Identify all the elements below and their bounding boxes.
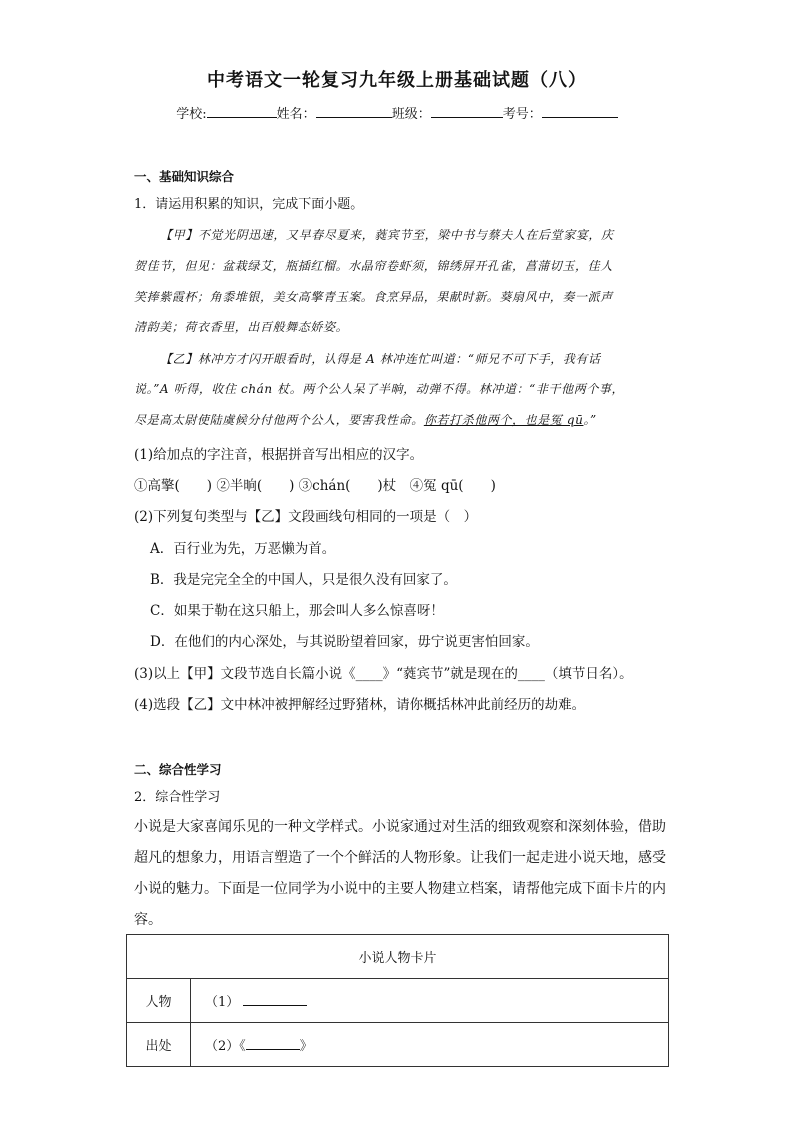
student-info-line [0,103,794,122]
character-card-table [126,934,669,1067]
yi-line-1: 【乙】林冲方才闪开眼看时，认得是 A 林冲连忙叫道：“师兄不可下手，我有话 [160,352,601,366]
question-1: 1．请运用积累的知识，完成下面小题。 [134,197,364,212]
jia-line-2: 贺佳节，但见：盆栽绿艾，瓶插红榴。水晶帘卷虾须，锦绣屏开孔雀，菖蒲切玉，佳人 [134,259,613,273]
name-label: 姓名： [276,107,316,122]
sub-question-1-items: ①高擎( ) ②半晌( ) ③chán( )杖 ④冤 qū( ) [134,478,496,494]
yi-line-2: 说。”A 听得，收住 chán 杖。两个公人呆了半晌，动弹不得。林冲道：“非干他两个事， [134,382,625,396]
jia-line-1: 【甲】不觉光阴迅速，又早春尽夏来，蕤宾节至，梁中书与蔡夫人在后堂家宴，庆 [160,228,614,242]
option-a[interactable]: A．百行业为先，万恶懒为首。 [150,541,336,557]
section2-paragraph-line-4: 容。 [134,912,162,928]
sub-question-1: (1)给加点的字注音，根据拼音写出相应的汉字。 [134,447,424,463]
id-label: 考号： [502,107,542,122]
id-blank[interactable] [542,105,618,118]
jia-line-4: 清韵美；荷衣香里，出百般舞态娇姿。 [134,320,349,334]
sub-question-4: (4)选段【乙】文中林冲被押解经过野猪林，请你概括林冲此前经历的劫难。 [134,697,586,713]
jia-line-3: 笑捧紫霞杯；角黍堆银，美女高擎青玉案。食烹异品，果献时新。葵扇风中，奏一派声 [134,290,613,304]
section2-heading: 二、综合性学习 [134,762,222,777]
card-item-2-suffix: 》 [299,1039,313,1054]
card-title: 小说人物卡片 [127,935,669,979]
school-blank[interactable] [207,105,277,118]
page-title: 中考语文一轮复习九年级上册基础试题（八） [207,70,587,91]
card-item-1-number: （1） [205,995,240,1010]
name-blank[interactable] [316,105,392,118]
card-value-character [191,979,669,1023]
section2-paragraph-line-1: 小说是大家喜闻乐见的一种文学样式。小说家通过对生活的细致观察和深刻体验，借助 [134,819,666,835]
card-label-source: 出处 [127,1023,191,1067]
card-item-1-blank[interactable] [243,994,307,1006]
sub-question-2: (2)下列复句类型与【乙】文段画线句相同的一项是（ ） [134,509,478,525]
school-label: 学校: [176,107,207,122]
section2-paragraph-line-2: 超凡的想象力，用语言塑造了一个个鲜活的人物形象。让我们一起走进小说天地，感受 [134,850,666,866]
sub-question-3: (3)以上【甲】文段节选自长篇小说《____》“蕤宾节”就是现在的____（填节日名）。 [134,666,633,682]
class-label: 班级： [391,107,431,122]
option-d[interactable]: D．在他们的内心深处，与其说盼望着回家，毋宁说更害怕回家。 [150,634,539,650]
yi-line-3 [134,411,597,428]
section1-heading: 一、基础知识综合 [134,169,235,184]
card-item-2-number: （2）《 [205,1039,246,1054]
card-value-source [191,1023,669,1067]
yi-line-3-after: 。” [583,413,597,427]
section2-paragraph-line-3: 小说的魅力。下面是一位同学为小说中的主要人物建立档案，请帮他完成下面卡片的内 [134,881,666,897]
yi-underlined-sentence: 你若打杀他两个，也是冤 qū [423,413,584,427]
card-item-2-blank[interactable] [246,1038,300,1050]
class-blank[interactable] [431,105,503,118]
option-b[interactable]: B．我是完完全全的中国人，只是很久没有回家了。 [150,572,457,588]
card-label-character: 人物 [127,979,191,1023]
option-c[interactable]: C．如果于勒在这只船上，那会叫人多么惊喜呀！ [150,603,444,619]
question-2: 2．综合性学习 [134,790,221,805]
yi-line-3-before: 尽是高太尉使陆虞候分付他两个公人，要害我性命。 [134,413,424,427]
